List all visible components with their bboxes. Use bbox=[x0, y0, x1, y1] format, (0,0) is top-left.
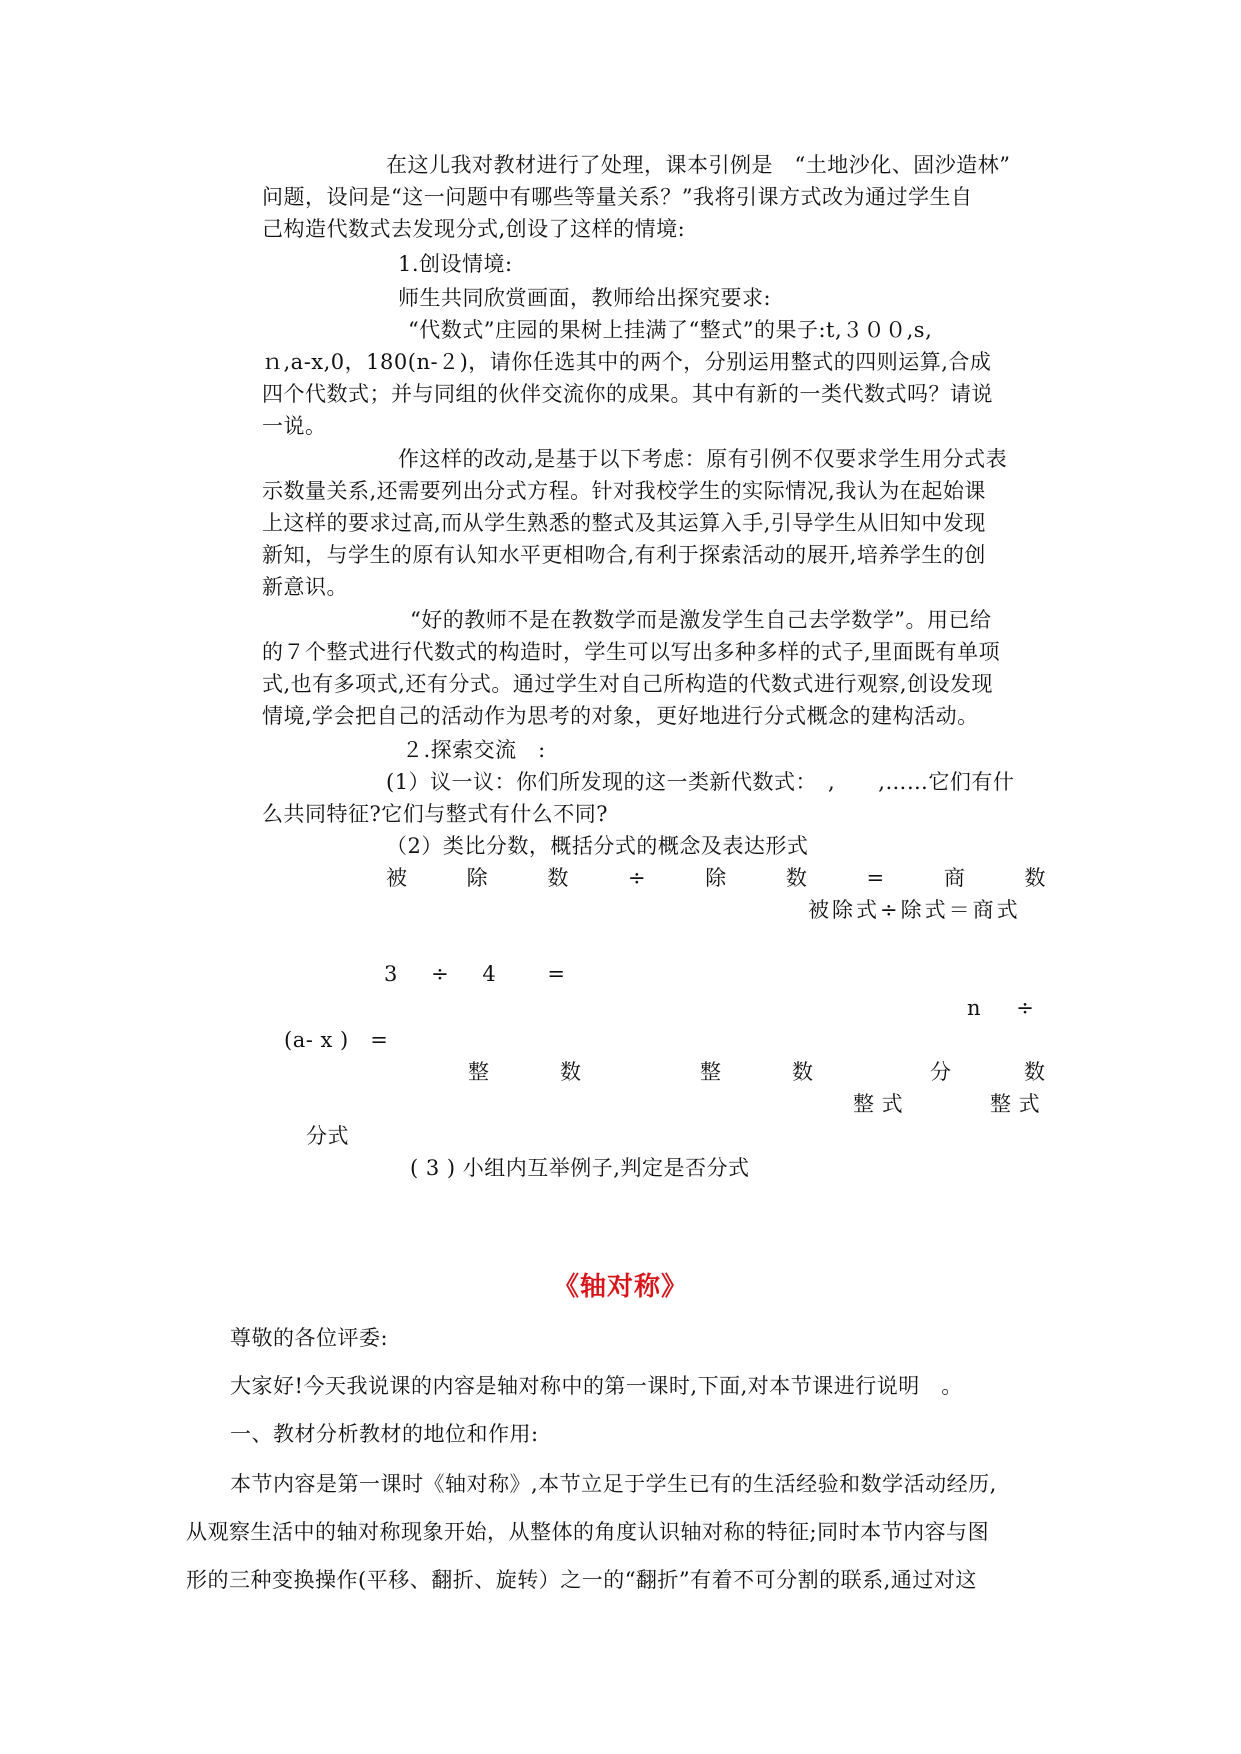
equation-n bbox=[967, 992, 1034, 1024]
text-line: 四个代数式；并与同组的伙伴交流你的成果。其中有新的一类代数式吗？请说 bbox=[262, 382, 993, 406]
text-line: 本节内容是第一课时《轴对称》,本节立足于学生已有的生活经验和数学活动经历, bbox=[230, 1472, 997, 1496]
text-line: 示数量关系,还需要列出分式方程。针对我校学生的实际情况,我认为在起始课 bbox=[262, 479, 986, 503]
division-term: 数 bbox=[1024, 866, 1046, 890]
text-line: 己构造代数式去发现分式,创设了这样的情境: bbox=[262, 217, 686, 241]
text-line: “好的教师不是在教数学而是激发学生自己去学数学”。用已给 bbox=[410, 608, 992, 632]
step1-title: 1.创设情境: bbox=[398, 252, 513, 276]
types-term: 整 式 bbox=[990, 1092, 1041, 1116]
types-term: 数 bbox=[792, 1060, 814, 1084]
division-term: 数 bbox=[785, 866, 808, 890]
section-title: 《轴对称》 bbox=[552, 1272, 688, 1302]
division-term: 数 bbox=[547, 866, 569, 890]
division-row-2: 被除式÷除式＝商式 bbox=[808, 898, 1021, 922]
equation-term: 4 bbox=[482, 962, 497, 986]
equation-3-4 bbox=[384, 958, 566, 990]
text-line: 的７个整式进行代数式的构造时，学生可以写出多种多样的式子,里面既有单项 bbox=[262, 640, 1001, 664]
text-line: 作这样的改动,是基于以下考虑：原有引例不仅要求学生用分式表 bbox=[398, 447, 1008, 471]
equation-term: ÷ bbox=[431, 962, 450, 986]
types-term: 整 bbox=[468, 1060, 490, 1084]
question-3: ( 3 ) 小组内互举例子,判定是否分式 bbox=[410, 1156, 750, 1180]
types-term: 数 bbox=[1024, 1060, 1046, 1084]
division-term: 除 bbox=[466, 866, 489, 890]
text-line: “代数式”庄园的果树上挂满了“整式”的果子:t,３００,s, bbox=[408, 318, 933, 342]
division-term: 除 bbox=[705, 866, 727, 890]
division-term: = bbox=[866, 866, 885, 890]
text-line: 在这儿我对教材进行了处理，课本引例是 “土地沙化、固沙造林” bbox=[386, 153, 1011, 177]
step1-intro: 师生共同欣赏画面，教师给出探究要求: bbox=[398, 286, 772, 310]
types-term: 整 bbox=[700, 1060, 722, 1084]
text-line: 形的三种变换操作(平移、翻折、旋转）之一的“翻折”有着不可分割的联系,通过对这 bbox=[186, 1568, 977, 1592]
text-line: 情境,学会把自己的活动作为思考的对象，更好地进行分式概念的建构活动。 bbox=[262, 704, 979, 728]
equation-term: ÷ bbox=[1016, 996, 1035, 1020]
step2-title: ２.探索交流 : bbox=[402, 738, 546, 762]
division-row bbox=[386, 862, 1046, 894]
heading-1: 一、教材分析教材的地位和作用: bbox=[230, 1422, 539, 1446]
equation-a-x: (a- x ) = bbox=[284, 1028, 389, 1052]
types-term: 数 bbox=[560, 1060, 582, 1084]
equation-term: n bbox=[967, 996, 982, 1020]
greeting: 尊敬的各位评委: bbox=[230, 1326, 389, 1350]
division-term: ÷ bbox=[627, 866, 647, 890]
text-line: 从观察生活中的轴对称现象开始，从整体的角度认识轴对称的特征;同时本节内容与图 bbox=[186, 1520, 990, 1544]
question-1-line: 么共同特征?它们与整式有什么不同? bbox=[262, 802, 609, 826]
intro-line: 大家好!今天我说课的内容是轴对称中的第一课时,下面,对本节课进行说明 。 bbox=[230, 1374, 963, 1398]
division-term: 商 bbox=[943, 866, 966, 890]
text-line: 新知，与学生的原有认知水平更相吻合,有利于探索活动的展开,培养学生的创 bbox=[262, 543, 986, 567]
types-term: 整 式 bbox=[853, 1092, 904, 1116]
fenshi-label: 分式 bbox=[306, 1124, 349, 1148]
question-2: （2）类比分数，概括分式的概念及表达形式 bbox=[386, 834, 809, 858]
text-line: 式,也有多项式,还有分式。通过学生对自己所构造的代数式进行观察,创设发现 bbox=[262, 672, 994, 696]
text-line: 一说。 bbox=[262, 414, 327, 438]
types-term: 分 bbox=[930, 1060, 952, 1084]
text-line: ｎ,a-x,0，180(n-２)，请你任选其中的两个，分别运用整式的四则运算,合成 bbox=[262, 350, 992, 374]
division-term: 被 bbox=[386, 866, 408, 890]
text-line: 上这样的要求过高,而从学生熟悉的整式及其运算入手,引导学生从旧知中发现 bbox=[262, 511, 986, 535]
equation-term: = bbox=[547, 962, 566, 986]
question-1-line: (1）议一议：你们所发现的这一类新代数式： , ,……它们有什 bbox=[386, 770, 1015, 794]
text-line: 新意识。 bbox=[262, 575, 348, 599]
equation-term: 3 bbox=[384, 962, 398, 986]
text-line: 问题，设问是“这一问题中有哪些等量关系？”我将引课方式改为通过学生自 bbox=[262, 185, 973, 209]
